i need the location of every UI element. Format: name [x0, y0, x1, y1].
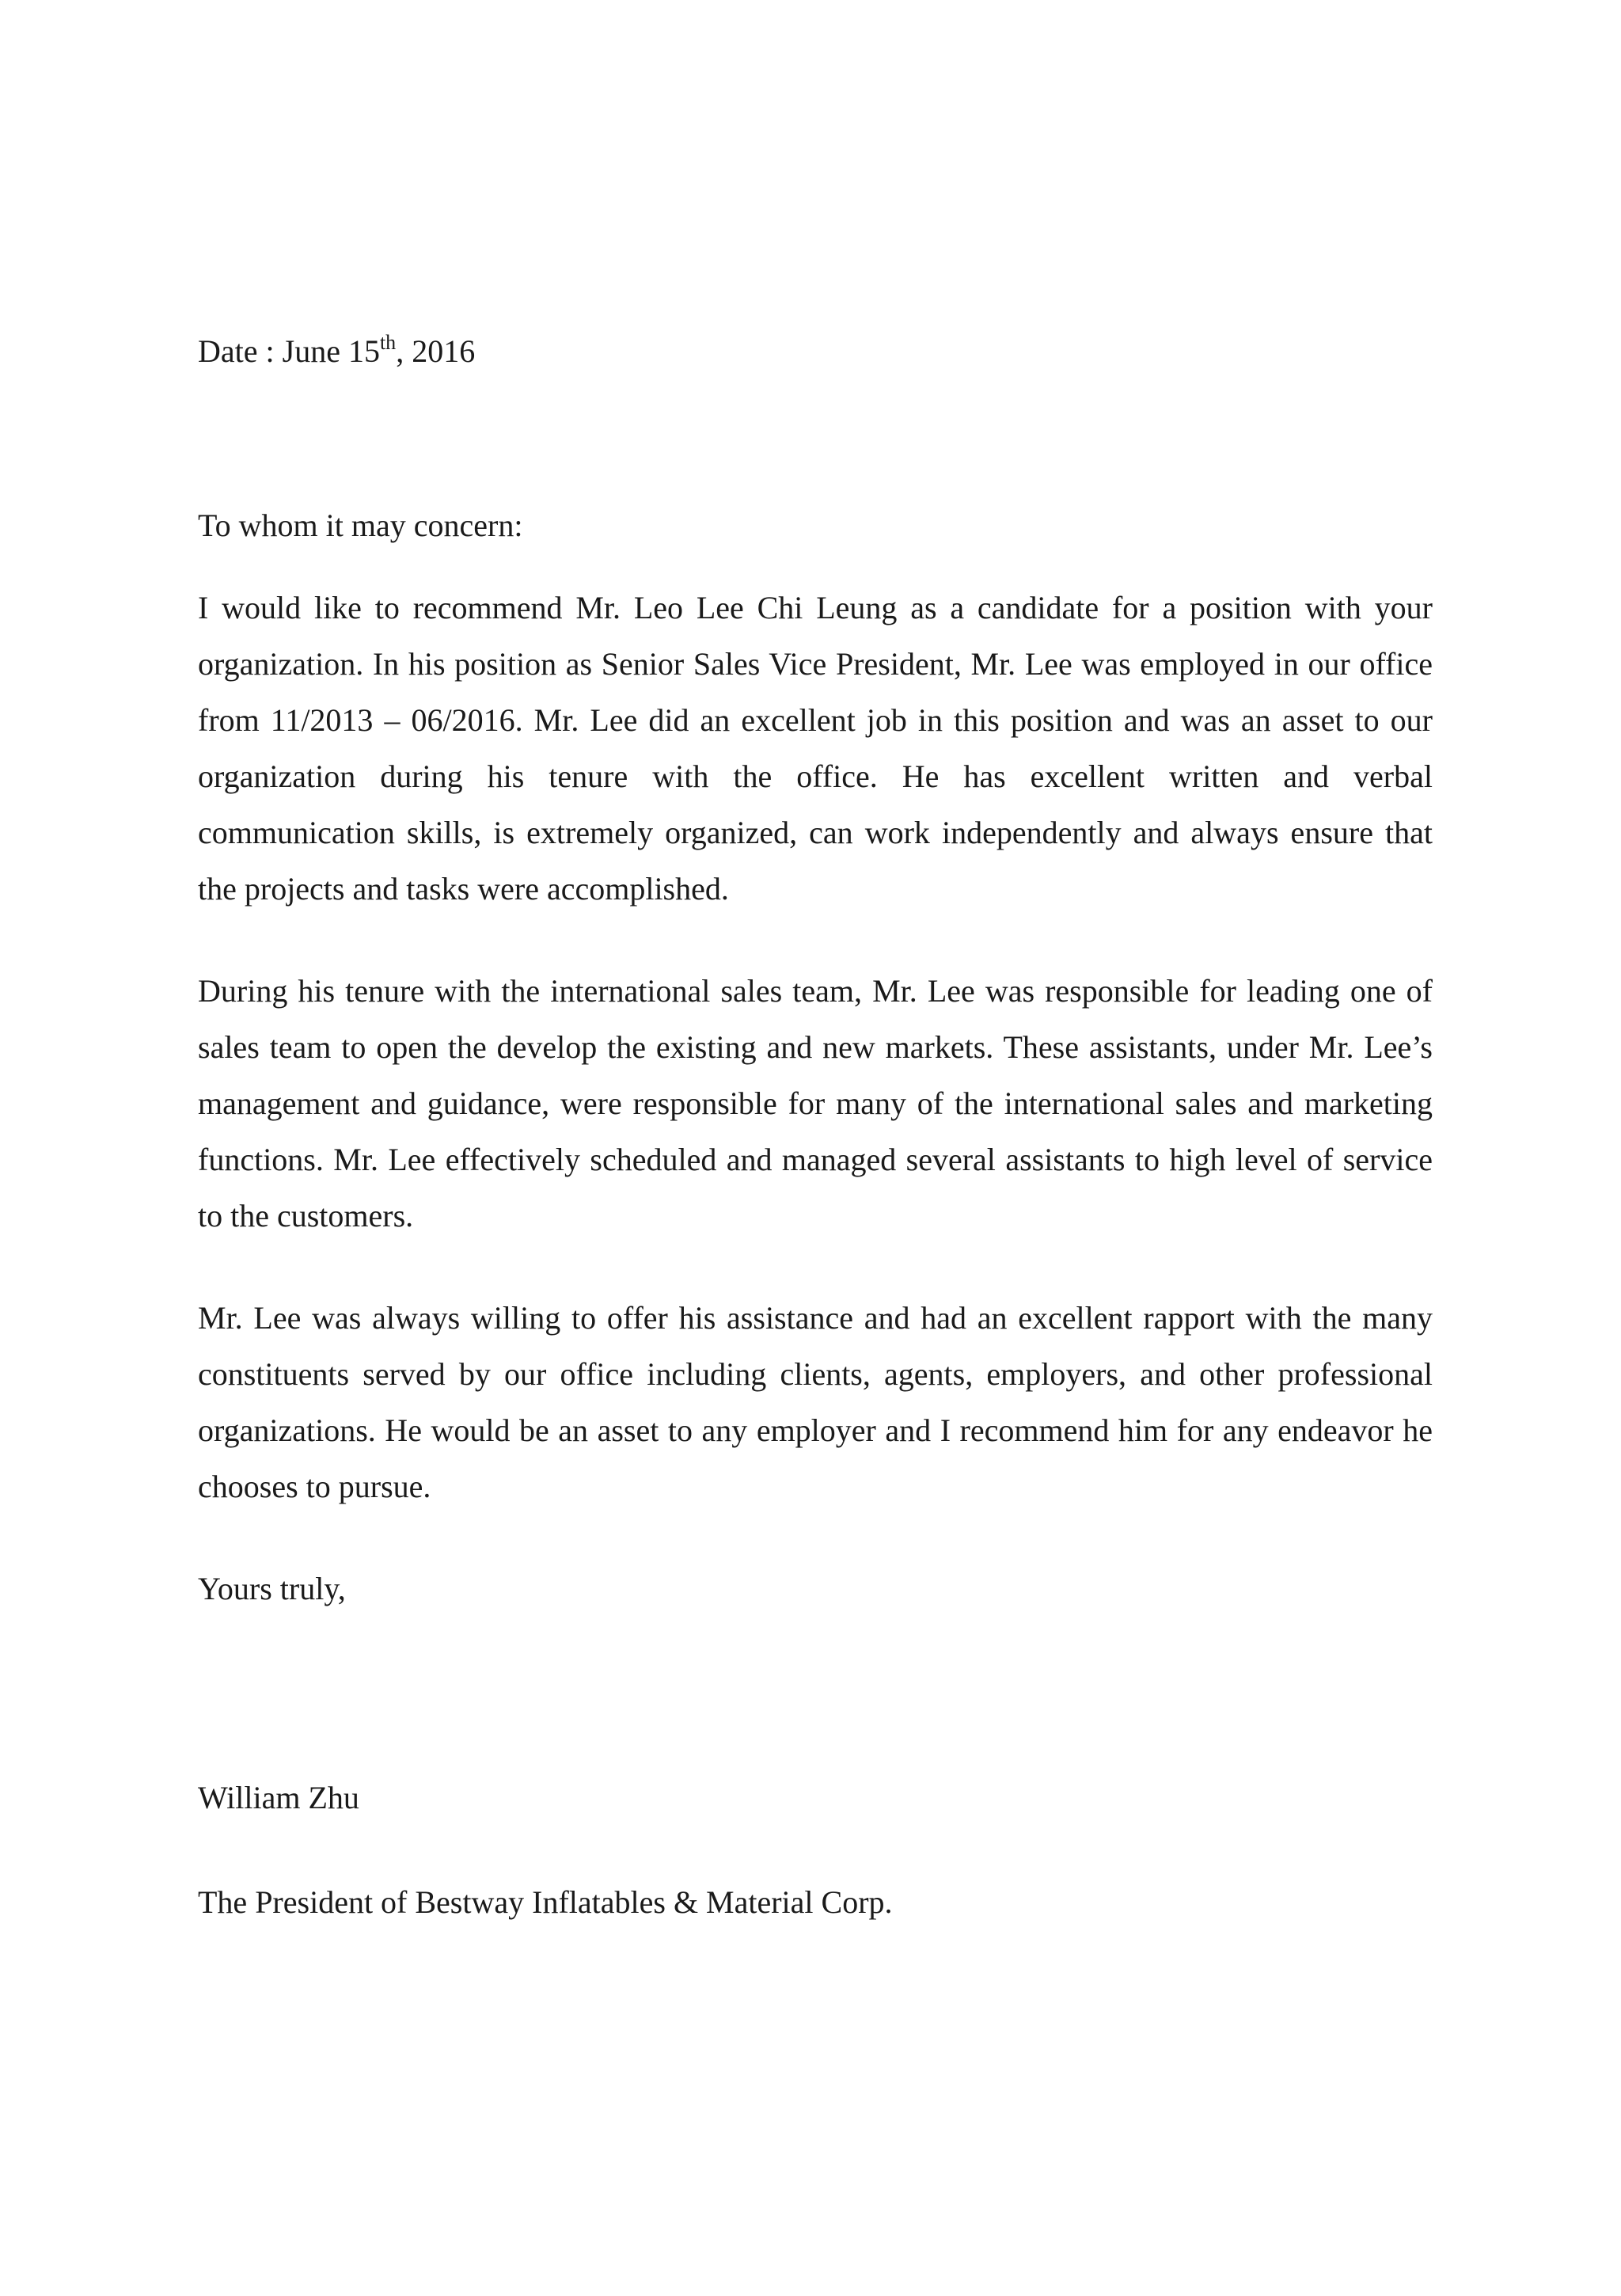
salutation: To whom it may concern:	[198, 507, 523, 543]
closing: Yours truly,	[198, 1571, 346, 1606]
date-ordinal-suffix: th	[379, 331, 397, 354]
date-label: Date : June 15	[198, 333, 380, 369]
body-paragraph-3: Mr. Lee was always willing to offer his assistance and had an excellent rapport with the many constituents served by our office including clients, agents, employers, and other professional organizations. He would be an asset to any employer and I recommend him for any endeavor he chooses to pursue.	[198, 1300, 1433, 1504]
body-paragraph-1: I would like to recommend Mr. Leo Lee Chi Leung as a candidate for a position with your organization. In his position as Senior Sales Vice President, Mr. Lee was employed in our office from 11/2013 – 06/2016. Mr. Lee did an excellent job in this position and was an asset to our organization during his tenure with the office. He has excellent written and verbal communication skills, is extremely organized, can work independently and always ensure that the projects and tasks were accomplished.	[198, 590, 1433, 907]
signer-name: William Zhu	[198, 1780, 359, 1815]
recommendation-letter	[198, 323, 1433, 1931]
body-paragraph-2: During his tenure with the international sales team, Mr. Lee was responsible for leading one of sales team to open the develop the existing and new markets. These assistants, under Mr. Lee’s management and guidance, were responsible for many of the international sales and marketing functions. Mr. Lee effectively scheduled and managed several assistants to high level of service to the customers.	[198, 973, 1433, 1234]
signer-title: The President of Bestway Inflatables & Material Corp.	[198, 1884, 893, 1920]
letter-date	[198, 323, 1433, 380]
date-year: , 2016	[396, 333, 476, 369]
